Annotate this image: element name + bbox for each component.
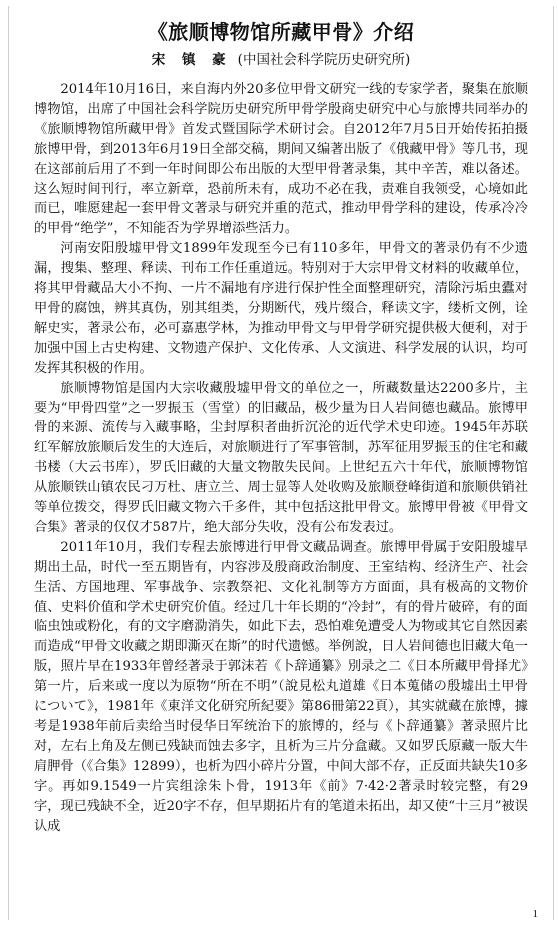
- paragraph: 旅顺博物馆是国内大宗收藏殷墟甲骨文的单位之一，所藏数量达2200多片，主要为“甲骨四堂”之一罗振玉（雪堂）的旧藏品，极少量为日人岩间德也藏品。旅博甲骨的来源、流传与入藏事略，尘封厚积者曲折沉沦的近代学术史印迹。1945年苏联红军解放旅顺后发生的大连后，对旅顺进行了军事管制，苏军征用罗振玉的住宅和藏书楼（大云书库），罗氏旧藏的大量文物散失民间。上世纪五六十年代，旅顺博物馆从旅顺铁山镇农民刁万杜、唐立兰、周士显等人处收购及旅顺登峰街道和旅顺供销社等单位拨交，得罗氏旧藏文物六千多件，其中包括这批甲骨文。旅博甲骨被《甲骨文合集》著录的仅仅才587片，绝大部分失收，没有公布发表过。: [34, 380, 528, 535]
- page-edge-right: [553, 6, 554, 920]
- page-number: 1: [532, 908, 538, 920]
- document-title: 《旅顺博物馆所藏甲骨》介绍: [147, 20, 415, 44]
- paragraph: 2011年10月，我们专程去旅博进行甲骨文藏品调查。旅博甲骨属于安阳殷墟早期出土品，时代一至五期皆有，内容涉及殷商政治制度、王室结构、经济生产、社会生活、方国地理、军事战争、宗教祭祀、文化礼制等方方面面，具有极高的文物价值、史料价值和学术史研究价值。经过几十年长期的“冷封”，有的骨片破碎，有的面临虫蚀或粉化，有的文字磨泐消失，如此下去，恐怕难免遭受人为物或其它自然因素而造成“甲骨文收藏之期即澌灭在斯”的时代遗憾。举例說，日人岩间德也旧藏大龟一版，照片早在1933年曾经著录于郭沫若《卜辞通纂》別录之二《日本所藏甲骨择尤》第一片，后来或一度以为原物“所在不明”（說見松丸道雄《日本蒐储の殷墟出土甲骨について》，1981年《東洋文化研究所紀要》第86冊第22頁），其实就藏在旅博，據考是1938年前后卖给当时侵华日军统治下的旅博的，经与《卜辞通纂》著录照片比对，左右上角及左侧已残缺而蚀去多字，且析为三片分盒藏。又如罗氏原藏一版大牛肩胛骨（《合集》12899），也析为四小碎片分置，中间大部不存，正反面共缺失10多字。再如9.1549一片宾组涂朱卜骨，1913年《前》7·42·2著录时较完整，有29字，现已残缺不全，近20字不存，但早期拓片有的笔道未拓出，却又使“十三月”被误认成: [34, 539, 528, 834]
- author-affiliation: (中国社会科学院历史研究所): [237, 52, 411, 68]
- author-name: 宋 镇 豪: [151, 52, 232, 68]
- page-edge-left: [8, 6, 9, 920]
- body-text: [34, 80, 528, 836]
- paragraph: 2014年10月16日，来自海内外20多位甲骨文研究一线的专家学者，聚集在旅顺博物馆，出席了中国社会科学院历史研究所甲骨学殷商史研究中心与旅博共同举办的《旅顺博物馆所藏甲骨》首发式暨国际学术研讨会。自2012年7月5日开始传拓拍摄旅博甲骨，到2013年6月19日全部交稿，期间又编著出版了《俄藏甲骨》等几书，现在这部前后用了不到一年时间即公布出版的大型甲骨著录集，其中辛苦，难以备述。这么短时间刊行，率立新章，恐前所未有，成功不必在我，责难自我领受，心境如此而已，唯愿建起一套甲骨文著录与研究并重的范式，推动甲骨学科的建设，传承冷冷的甲骨“绝学”，不知能否为学界增添些活力。: [34, 82, 528, 237]
- author-line: [34, 50, 528, 70]
- paragraph: 河南安阳殷墟甲骨文1899年发现至今已有110多年，甲骨文的著录仍有不少遗漏，搜集、整理、释读、刊布工作任重道远。特别对于大宗甲骨文材料的收藏单位，将其甲骨藏品大小不拘、一片不漏地有序进行保护性全面整理研究，清除污垢虫蠹对甲骨的腐蚀，辨其真伪，别其组类，分期断代，残片缀合，释读文字，缕析文例，诠解史实，著录公布，必可嘉惠学林，为推动甲骨文与甲骨学研究提供极大便利，对于加强中国上古史构建、文物遗产保护、文化传承、人文演进、科学发展的认识，均可发挥其积极的作用。: [34, 241, 528, 376]
